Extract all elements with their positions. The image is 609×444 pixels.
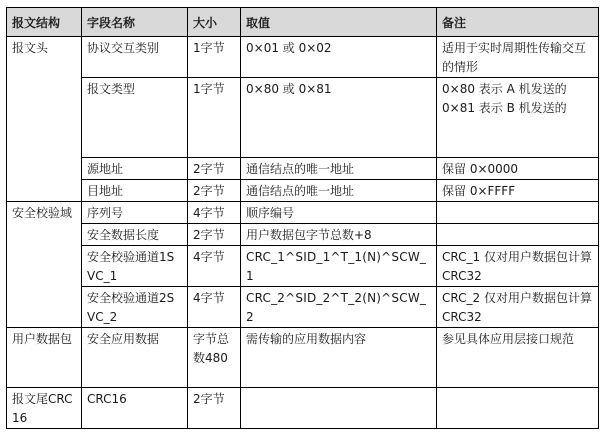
size-cell: 2字节 xyxy=(188,224,241,246)
note-cell: CRC_2 仅对用户数据包计算 CRC32 xyxy=(437,287,599,328)
header-value: 取值 xyxy=(241,8,437,37)
value-cell xyxy=(241,388,437,429)
note-cell: 适用于实时周期性传输交互的情形 xyxy=(437,37,599,78)
value-cell: 需传输的应用数据内容 xyxy=(241,328,437,388)
field-cell: 安全应用数据 xyxy=(82,328,188,388)
message-structure-table xyxy=(6,7,599,429)
table-row xyxy=(7,180,599,202)
value-cell: 0×01 或 0×02 xyxy=(241,37,437,78)
value-cell: 通信结点的唯一地址 xyxy=(241,180,437,202)
field-cell: 序列号 xyxy=(82,202,188,224)
group-cell-header: 报文头 xyxy=(7,37,82,202)
table-row xyxy=(7,388,599,429)
table-row xyxy=(7,37,599,78)
table-row xyxy=(7,202,599,224)
value-cell: 顺序编号 xyxy=(241,202,437,224)
note-line: 0×80 表示 A 机发送的 xyxy=(442,82,567,96)
size-cell: 1字节 xyxy=(188,78,241,158)
header-field-name: 字段名称 xyxy=(82,8,188,37)
table-row xyxy=(7,287,599,328)
table-row xyxy=(7,224,599,246)
size-cell: 2字节 xyxy=(188,180,241,202)
note-cell xyxy=(437,224,599,246)
field-cell: 源地址 xyxy=(82,158,188,180)
note-cell xyxy=(437,78,599,158)
field-cell: 报文类型 xyxy=(82,78,188,158)
header-structure: 报文结构 xyxy=(7,8,82,37)
note-cell: 参见具体应用层接口规范 xyxy=(437,328,599,388)
group-cell-trailer: 报文尾CRC16 xyxy=(7,388,82,429)
size-cell: 字节总数480 xyxy=(188,328,241,388)
field-cell: 安全校验通道1SVC_1 xyxy=(82,246,188,287)
field-cell: 安全数据长度 xyxy=(82,224,188,246)
table-row xyxy=(7,246,599,287)
size-cell: 2字节 xyxy=(188,388,241,429)
note-cell: 保留 0×0000 xyxy=(437,158,599,180)
size-cell: 2字节 xyxy=(188,158,241,180)
note-cell: 保留 0×FFFF xyxy=(437,180,599,202)
note-cell xyxy=(437,388,599,429)
header-note: 备注 xyxy=(437,8,599,37)
field-cell: 安全校验通道2SVC_2 xyxy=(82,287,188,328)
size-cell: 4字节 xyxy=(188,202,241,224)
table-row xyxy=(7,78,599,158)
value-cell: CRC_2^SID_2^T_2(N)^SCW_2 xyxy=(241,287,437,328)
value-cell: 0×80 或 0×81 xyxy=(241,78,437,158)
size-cell: 4字节 xyxy=(188,246,241,287)
field-cell: 目地址 xyxy=(82,180,188,202)
table-row xyxy=(7,158,599,180)
value-cell: 用户数据包字节总数+8 xyxy=(241,224,437,246)
group-cell-security: 安全校验域 xyxy=(7,202,82,328)
field-cell: 协议交互类别 xyxy=(82,37,188,78)
table-header-row xyxy=(7,8,599,37)
size-cell: 4字节 xyxy=(188,287,241,328)
size-cell: 1字节 xyxy=(188,37,241,78)
note-cell: CRC_1 仅对用户数据包计算 CRC32 xyxy=(437,246,599,287)
value-cell: 通信结点的唯一地址 xyxy=(241,158,437,180)
value-cell: CRC_1^SID_1^T_1(N)^SCW_1 xyxy=(241,246,437,287)
header-size: 大小 xyxy=(188,8,241,37)
field-cell: CRC16 xyxy=(82,388,188,429)
note-cell xyxy=(437,202,599,224)
group-cell-user-data: 用户数据包 xyxy=(7,328,82,388)
note-line: 0×81 表示 B 机发送的 xyxy=(442,101,567,115)
table-row xyxy=(7,328,599,388)
